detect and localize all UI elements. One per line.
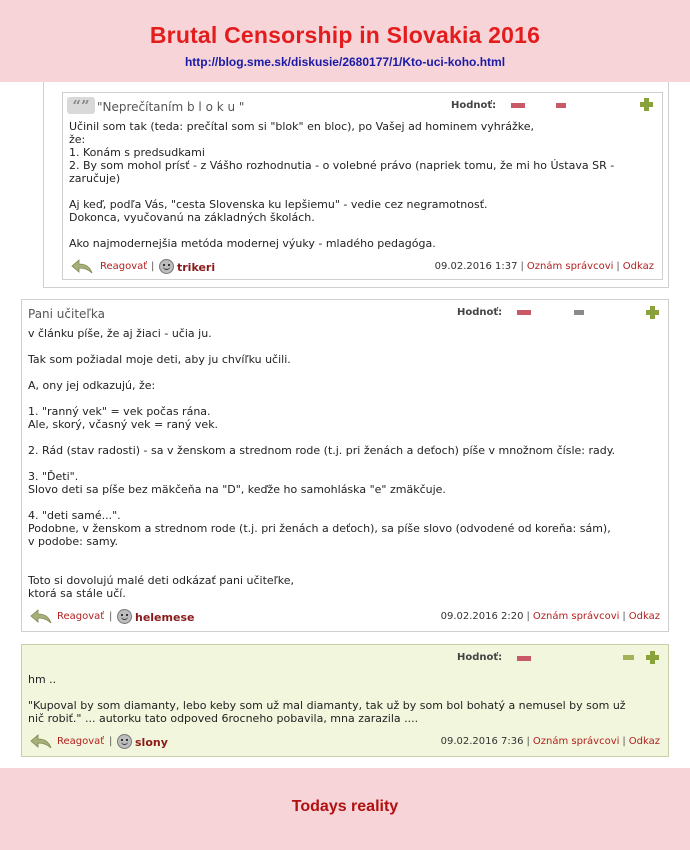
- link-link[interactable]: Odkaz: [628, 736, 660, 747]
- comment-author[interactable]: helemese: [135, 611, 195, 624]
- comment-header: [63, 93, 662, 117]
- link-link[interactable]: Odkaz: [628, 611, 660, 622]
- comment-meta: 09.02.2016 7:36 | Oznám správcovi | Odkaz: [440, 736, 660, 747]
- comment-author[interactable]: slony: [135, 736, 168, 749]
- separator: |: [109, 611, 113, 622]
- comment-meta: 09.02.2016 1:37 | Oznám správcovi | Odkaz: [434, 261, 654, 272]
- comment-helemese: [21, 299, 669, 632]
- user-avatar-icon: [159, 259, 174, 274]
- rating-minus-bar-small[interactable]: [623, 655, 634, 660]
- reply-link[interactable]: Reagovať: [57, 736, 105, 747]
- user-avatar-icon: [117, 609, 132, 624]
- separator: |: [109, 736, 113, 747]
- comment-footer: [22, 607, 668, 627]
- plus-icon[interactable]: [646, 651, 659, 664]
- rating-label: Hodnoť:: [457, 307, 503, 318]
- reply-link[interactable]: Reagovať: [100, 261, 148, 272]
- bottom-banner: [0, 768, 690, 850]
- comment-title: "Neprečítaním b l o k u ": [97, 100, 245, 114]
- comment-header: [22, 300, 668, 324]
- comment-date: 09.02.2016 7:36: [440, 736, 524, 747]
- comment-date: 09.02.2016 2:20: [440, 611, 524, 622]
- quote-icon: “”: [67, 97, 95, 114]
- plus-icon[interactable]: [646, 306, 659, 319]
- comment-header: [22, 645, 668, 669]
- comment-author[interactable]: trikeri: [177, 261, 216, 274]
- reply-arrow-icon[interactable]: [30, 734, 52, 749]
- banner-url[interactable]: http://blog.sme.sk/diskusie/2680177/1/Kto-uci-koho.html: [184, 55, 506, 69]
- rating-minus-bar[interactable]: [511, 103, 525, 108]
- bottom-caption: Todays reality: [291, 798, 399, 815]
- comment-slony: [21, 644, 669, 757]
- comment-meta: 09.02.2016 2:20 | Oznám správcovi | Odkaz: [440, 611, 660, 622]
- rating-minus-bar[interactable]: [517, 656, 531, 661]
- top-banner: [0, 0, 690, 82]
- comment-body: v článku píše, že aj žiaci - učia ju. Tak som požiadal moje deti, aby ju chvíľku učili. A, ony jej odkazujú, že: 1. "ranný vek" = vek počas rána. Ale, skorý, včasný vek = raný vek. 2. Rád (stav radosti) - sa v ženskom a strednom rode (t.j. pri ženách a deťoch) píše v množnom čísle: rady. 3. "Ďeti". Slovo deti sa píše bez mäkčeňa na "D", keďže ho samohláska "e" zmäkčuje. 4. "deti samé...". Podobne, v ženskom a strednom rode (t.j. pri ženách a deťoch), sa píše slovo (odvodené od koreňa: sám), v podobe: samy. Toto si dovolujú malé deti odkázať pani učiteľke, ktorá sa stále učí.: [28, 327, 616, 600]
- reply-arrow-icon[interactable]: [30, 609, 52, 624]
- link-link[interactable]: Odkaz: [622, 261, 654, 272]
- comment-title: Pani učiteľka: [28, 307, 106, 321]
- report-link[interactable]: Oznám správcovi: [526, 261, 614, 272]
- reply-arrow-icon[interactable]: [71, 259, 93, 274]
- banner-title: Brutal Censorship in Slovakia 2016: [149, 22, 541, 48]
- user-avatar-icon: [117, 734, 132, 749]
- rating-minus-bar[interactable]: [517, 310, 531, 315]
- comment-footer: [63, 257, 662, 277]
- rating-minus-bar-small[interactable]: [574, 310, 584, 315]
- report-link[interactable]: Oznám správcovi: [532, 611, 620, 622]
- comment-trikeri: [62, 92, 663, 280]
- report-link[interactable]: Oznám správcovi: [532, 736, 620, 747]
- comment-date: 09.02.2016 1:37: [434, 261, 518, 272]
- rating-label: Hodnoť:: [451, 100, 497, 111]
- comment-body: hm .. "Kupoval by som diamanty, lebo keby som už mal diamanty, tak už by som bol bohatý a nemusel by som už nič robiť." ... autorku tato odpoved 6rocneho pobavila, mna zarazila ....: [28, 673, 626, 725]
- comment-body: Učinil som tak (teda: prečítal som si "blok" en bloc), po Vašej ad hominem vyhrážke, že: 1. Konám s predsudkami 2. By som mohol prísť - z Vášho rozhodnutia - o volebné právo (napriek tomu, že mi ho Ústava SR - zaručuje) Aj keď, podľa Vás, "cesta Slovenska ku lepšiemu" - vedie cez negramotnosť. Dokonca, vyučovanú na základných školách. Ako najmodernejšia metóda modernej výuky - mladého pedagóga.: [69, 120, 615, 250]
- rating-minus-bar-small[interactable]: [556, 103, 566, 108]
- separator: |: [151, 261, 155, 272]
- reply-link[interactable]: Reagovať: [57, 611, 105, 622]
- rating-label: Hodnoť:: [457, 652, 503, 663]
- comment-footer: [22, 732, 668, 752]
- plus-icon[interactable]: [640, 98, 653, 111]
